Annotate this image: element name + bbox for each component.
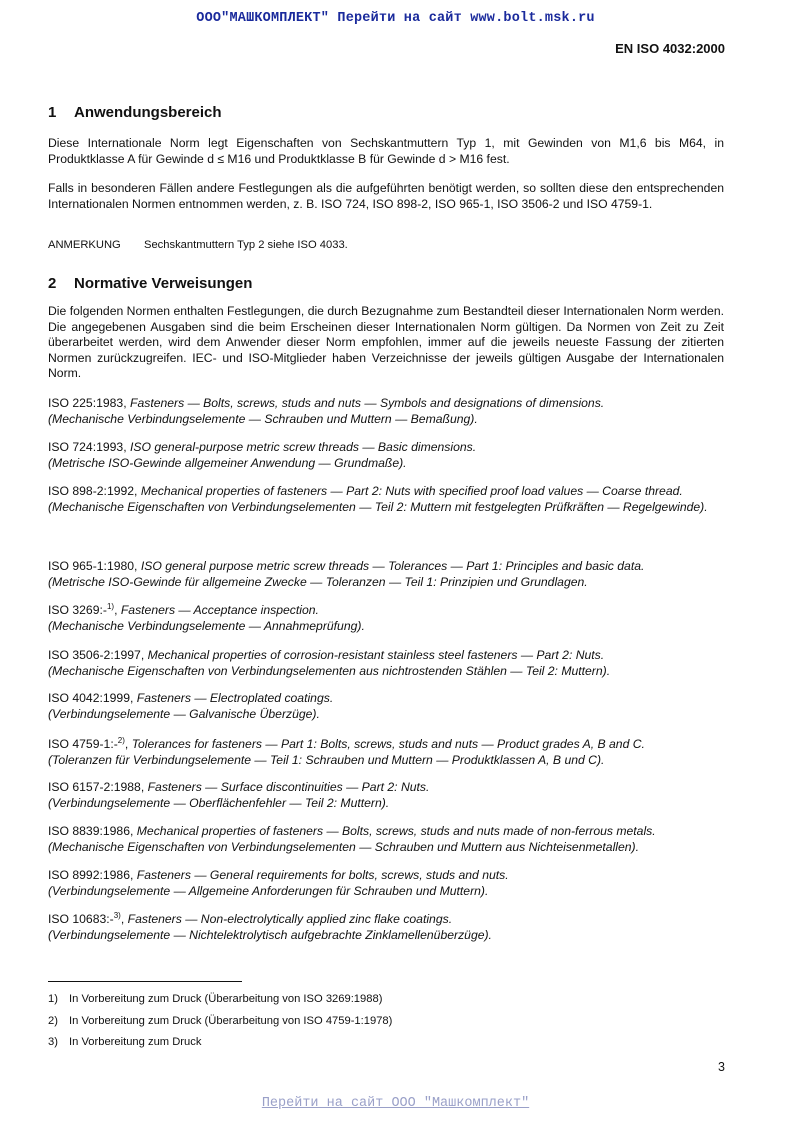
reference-title: Fasteners — Electroplated coatings. — [136, 691, 334, 705]
footnote-3 — [48, 1035, 201, 1049]
note — [48, 238, 348, 252]
section-1-heading — [48, 104, 222, 121]
footnote-number: 3) — [48, 1036, 58, 1048]
reference-title: Fasteners — General requirements for bolts, screws, studs and nuts. — [136, 868, 509, 882]
reference-german-title: (Metrische ISO-Gewinde für allgemeine Zwecke — Toleranzen — Teil 1: Prinzipien und Grundlagen. — [48, 574, 588, 589]
reference-german-title: (Verbindungselemente — Nichtelektrolytisch aufgebrachte Zinklamellenüberzüge). — [48, 927, 492, 942]
section-title: Anwendungsbereich — [74, 104, 222, 121]
standard-number: EN ISO 4032:2000 — [615, 41, 725, 56]
reference-code: ISO 4759-1:- — [48, 737, 118, 751]
reference-code: ISO 3269:- — [48, 603, 107, 617]
reference-entry: ISO 3269:-$^{1)}$, Fasteners — Acceptance inspection. (Mechanische Verbindungselemente — Annahmeprüfung). — [48, 603, 724, 634]
section-title: Normative Verweisungen — [74, 275, 253, 292]
reference-title: Mechanical properties of fasteners — Part 2: Nuts with specified proof load values — Coarse thread. — [140, 484, 683, 498]
footnote-text: In Vorbereitung zum Druck — [69, 1036, 202, 1048]
footnote-text: In Vorbereitung zum Druck (Überarbeitung von ISO 4759-1:1978) — [69, 1015, 393, 1027]
reference-title: ISO general purpose metric screw threads — Tolerances — Part 1: Principles and basic data. — [140, 559, 645, 573]
reference-entry — [48, 868, 724, 899]
reference-code: ISO 8839:1986, — [48, 824, 137, 838]
footnote-text: In Vorbereitung zum Druck (Überarbeitung von ISO 3269:1988) — [69, 993, 383, 1005]
reference-code: ISO 898-2:1992, — [48, 484, 141, 498]
footnote-2 — [48, 1014, 392, 1028]
footnote-1 — [48, 992, 382, 1006]
reference-title: Tolerances for fasteners — Part 1: Bolts, screws, studs and nuts — Product grades A, B and C. — [131, 737, 645, 751]
reference-entry — [48, 824, 724, 855]
footnote-divider — [48, 981, 242, 982]
reference-code: ISO 10683:- — [48, 912, 114, 926]
reference-code: ISO 4042:1999, — [48, 691, 137, 705]
reference-german-title: (Mechanische Eigenschaften von Verbindungselementen — Teil 2: Muttern mit festgelegten Prüfkräften — Regelgewinde). — [48, 499, 708, 514]
reference-code: ISO 8992:1986, — [48, 868, 137, 882]
reference-entry — [48, 484, 724, 515]
reference-german-title: (Toleranzen für Verbindungselemente — Teil 1: Schrauben und Muttern — Produktklassen A, B und C). — [48, 752, 605, 767]
section-number: 2 — [48, 275, 57, 292]
footnote-number: 1) — [48, 993, 58, 1005]
page-number: 3 — [718, 1060, 725, 1074]
section-1-paragraph-1: Diese Internationale Norm legt Eigenschaften von Sechskantmuttern Typ 1, mit Gewinden von M1,6 bis M64, in Produktklasse A für Gewinde d ≤ M16 und Produktklasse B für Gewinde d > M16 fest. — [48, 136, 724, 166]
reference-title: Fasteners — Surface discontinuities — Part 2: Nuts. — [147, 780, 430, 794]
reference-german-title: (Mechanische Verbindungselemente — Annahmeprüfung). — [48, 618, 365, 633]
reference-entry: ISO 4759-1:-$^{2)}$, Tolerances for fasteners — Part 1: Bolts, screws, studs and nuts — Product grades A, B and C. (Toleranzen für Verbindungselemente — Teil 1: Schrauben und Muttern — Produktklassen A, B und C). — [48, 737, 724, 768]
reference-title: ISO general-purpose metric screw threads — Basic dimensions. — [130, 440, 477, 454]
footnote-marker: 2) — [117, 735, 125, 745]
reference-code: ISO 6157-2:1988, — [48, 780, 148, 794]
reference-entry — [48, 648, 724, 679]
reference-title: Fasteners — Acceptance inspection. — [120, 603, 319, 617]
reference-entry: ISO 10683:-$^{3)}$, Fasteners — Non-electrolytically applied zinc flake coatings. (Verbindungselemente — Nichtelektrolytisch aufgebrachte Zinklamellenüberzüge). — [48, 912, 724, 943]
reference-code: ISO 965-1:1980, — [48, 559, 141, 573]
reference-german-title: (Metrische ISO-Gewinde allgemeiner Anwendung — Grundmaße). — [48, 455, 407, 470]
section-number: 1 — [48, 104, 57, 121]
note-label: ANMERKUNG — [48, 239, 121, 251]
reference-german-title: (Verbindungselemente — Oberflächenfehler — Teil 2: Muttern). — [48, 795, 390, 810]
section-1-paragraph-2: Falls in besonderen Fällen andere Festlegungen als die aufgeführten benötigt werden, so sollten diese den entsprechenden Internationalen Normen entnommen werden, z. B. ISO 724, ISO 898-2, ISO 965-1, ISO 3506-2 und ISO 4759-1. — [48, 181, 724, 211]
reference-title: Mechanical properties of corrosion-resistant stainless steel fasteners — Part 2: Nuts. — [147, 648, 605, 662]
footnote-marker: 3) — [113, 910, 121, 920]
reference-german-title: (Mechanische Verbindungselemente — Schrauben und Muttern — Bemaßung). — [48, 411, 478, 426]
reference-code: ISO 724:1993, — [48, 440, 130, 454]
footnote-number: 2) — [48, 1015, 58, 1027]
note-text: Sechskantmuttern Typ 2 siehe ISO 4033. — [144, 239, 348, 251]
reference-entry — [48, 396, 724, 427]
reference-title: Fasteners — Non-electrolytically applied zinc flake coatings. — [127, 912, 453, 926]
reference-entry — [48, 780, 724, 811]
reference-code: ISO 3506-2:1997, — [48, 648, 148, 662]
reference-german-title: (Verbindungselemente — Allgemeine Anforderungen für Schrauben und Muttern). — [48, 883, 489, 898]
site-banner[interactable]: ООО"МАШКОМПЛЕКТ" Перейти на сайт www.bolt.msk.ru — [196, 11, 595, 26]
reference-code: ISO 225:1983, — [48, 396, 130, 410]
reference-title: Mechanical properties of fasteners — Bolts, screws, studs and nuts made of non-ferrous metals. — [136, 824, 656, 838]
reference-entry — [48, 691, 724, 722]
reference-german-title: (Verbindungselemente — Galvanische Überzüge). — [48, 706, 320, 721]
reference-title: Fasteners — Bolts, screws, studs and nuts — Symbols and designations of dimensions. — [130, 396, 605, 410]
reference-entry — [48, 559, 724, 590]
reference-entry — [48, 440, 724, 471]
footnote-marker: 1) — [106, 601, 115, 611]
site-link[interactable]: Перейти на сайт ООО "Машкомплект" — [261, 1096, 530, 1111]
reference-german-title: (Mechanische Eigenschaften von Verbindungselementen — Schrauben und Muttern aus Nichteisenmetallen). — [48, 839, 639, 854]
section-2-heading — [48, 275, 252, 292]
section-2-intro: Die folgenden Normen enthalten Festlegungen, die durch Bezugnahme zum Bestandteil dieser Internationalen Norm werden. Die angegebenen Ausgaben sind die beim Erscheinen dieser Internationalen Norm gültigen. Da Normen von Zeit zu Zeit überarbeitet werden, wird dem Anwender dieser Norm empfohlen, immer auf die jeweils neueste Fassung der zitierten Normen zurückzugreifen. IEC- und ISO-Mitglieder haben Verzeichnisse der jeweils gültigen Ausgabe der Internationalen Norm. — [48, 304, 724, 380]
reference-german-title: (Mechanische Eigenschaften von Verbindungselementen aus nichtrostenden Stählen — Teil 2: Muttern). — [48, 663, 611, 678]
